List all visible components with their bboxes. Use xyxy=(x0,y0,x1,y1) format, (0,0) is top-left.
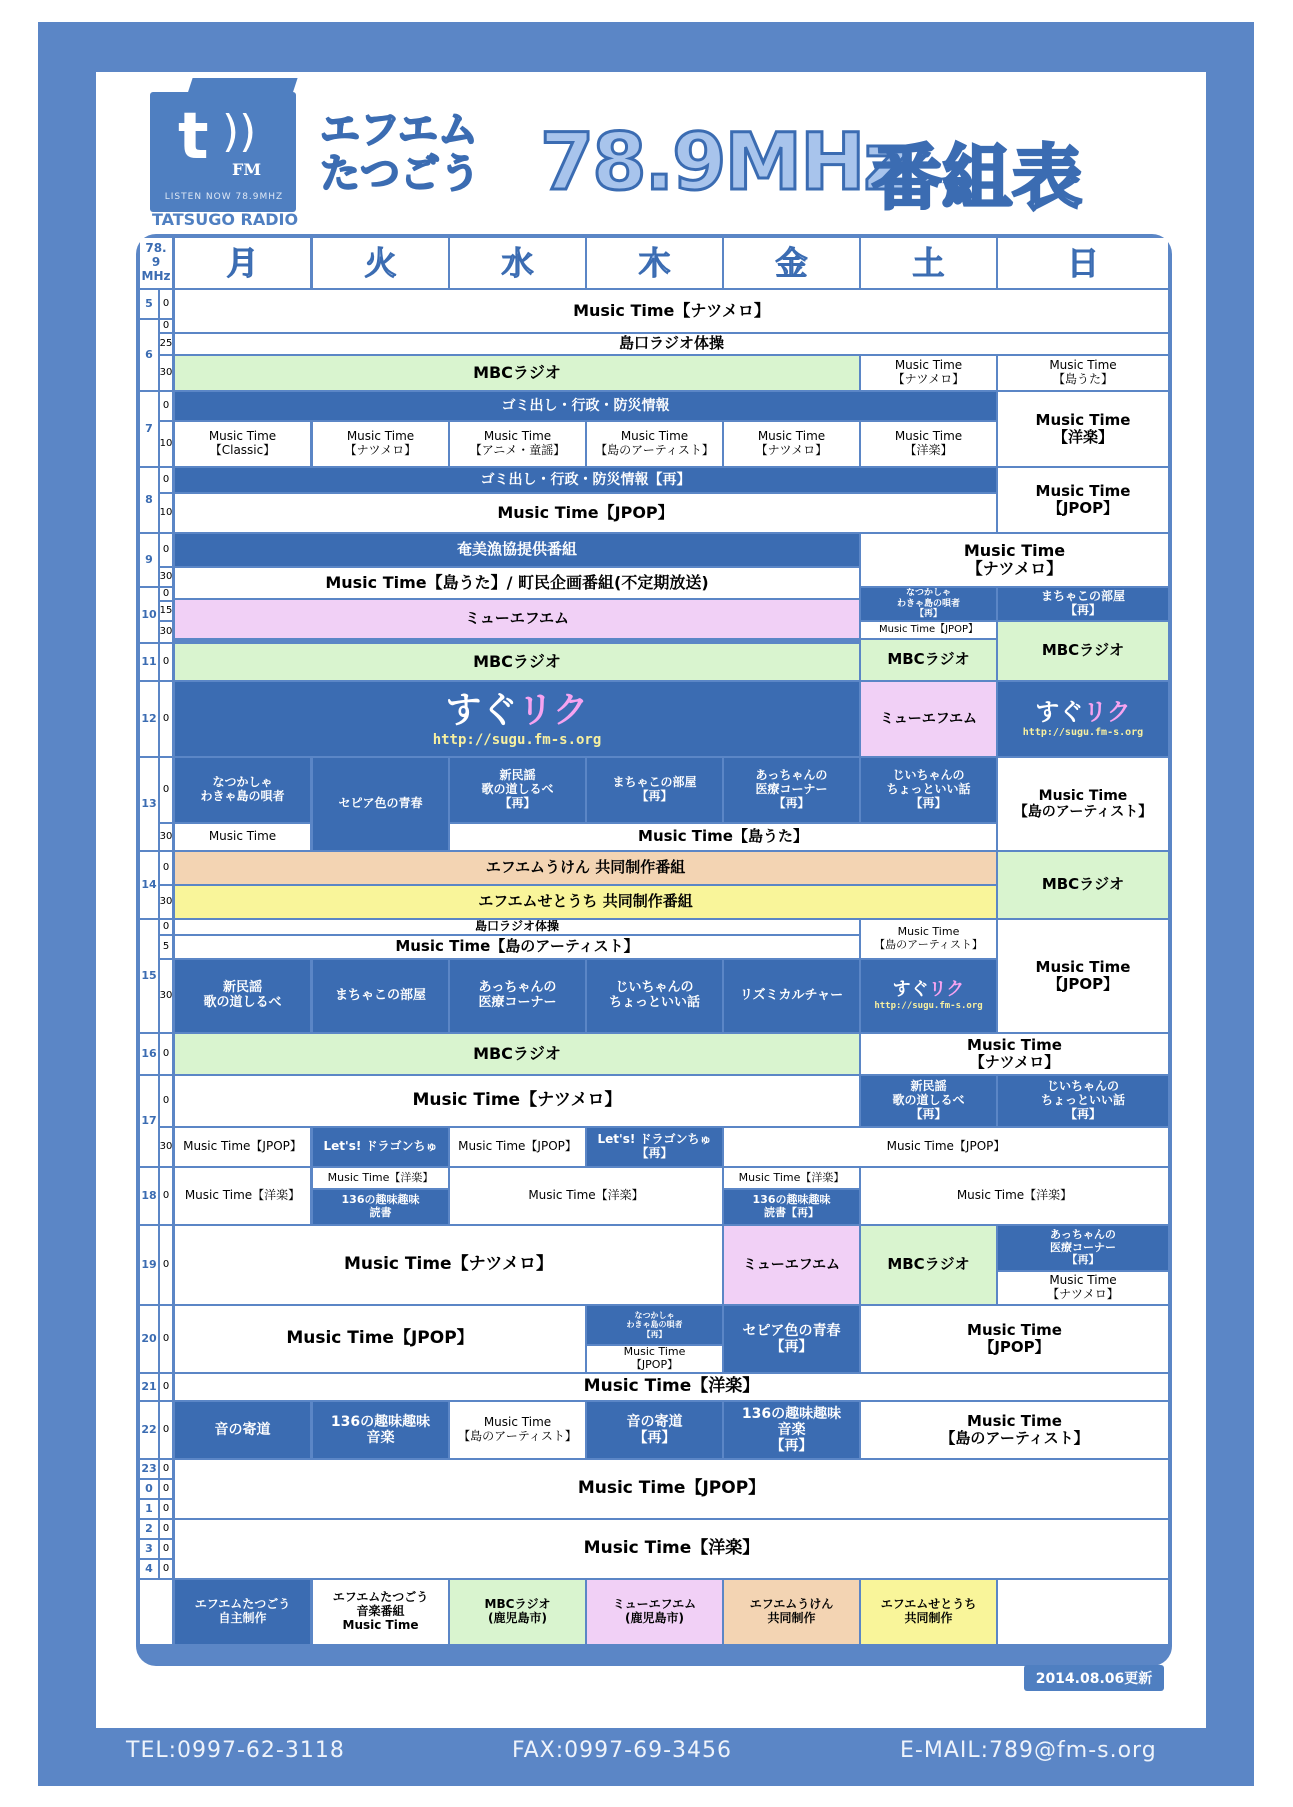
hour-label: 1 xyxy=(140,1500,158,1518)
minute-label: 0 xyxy=(160,1374,172,1400)
program-block[interactable]: Music Time 【ナツメロ】 xyxy=(313,422,448,466)
legend-mu-fm: ミューエフエム (鹿児島市) xyxy=(587,1580,722,1644)
program-block[interactable]: Music Time【洋楽】 xyxy=(313,1168,448,1188)
riku-text: リク xyxy=(517,690,589,732)
program-block[interactable]: Music Time【JPOP】 xyxy=(175,494,996,532)
hour-label: 14 xyxy=(140,852,158,918)
legend-mbc: MBCラジオ (鹿児島市) xyxy=(450,1580,585,1644)
program-block[interactable]: Music Time 【ナツメロ】 xyxy=(724,422,859,466)
program-block[interactable]: 136の趣味趣味 音楽 xyxy=(313,1402,448,1458)
program-block[interactable]: Music Time【JPOP】 xyxy=(861,622,996,638)
hour-label: 13 xyxy=(140,758,158,850)
program-block[interactable]: Music Time 【Classic】 xyxy=(175,422,310,466)
program-block[interactable]: MBCラジオ xyxy=(998,852,1168,918)
hour-label: 22 xyxy=(140,1402,158,1458)
program-block[interactable]: 島口ラジオ体操 xyxy=(175,920,859,934)
minute-label: 30 xyxy=(160,886,172,918)
sugu-text: すぐ xyxy=(445,690,518,732)
program-block[interactable]: 音の寄道 xyxy=(175,1402,310,1458)
program-block[interactable]: Music Time 【ナツメロ】 xyxy=(861,534,1168,586)
program-block[interactable]: なつかしゃ わきゃ島の唄者 【再】 xyxy=(587,1306,722,1344)
program-block-sugu-riku[interactable] xyxy=(175,682,859,756)
program-block[interactable]: Music Time 【島のアーティスト】 xyxy=(450,1402,585,1458)
program-block[interactable]: 新民謡 歌の道しるべ 【再】 xyxy=(861,1076,996,1126)
program-block[interactable]: Music Time xyxy=(175,824,310,850)
program-block[interactable]: Music Time 【JPOP】 xyxy=(861,1306,1168,1372)
station-title xyxy=(320,108,480,196)
hour-label: 8 xyxy=(140,468,158,532)
riku-text: リク xyxy=(1083,698,1131,727)
hour-label: 20 xyxy=(140,1306,158,1372)
day-header-wed: 水 xyxy=(450,238,585,288)
legend-setouchi: エフエムせとうち 共同制作 xyxy=(861,1580,996,1644)
minute-label: 0 xyxy=(160,588,172,600)
minute-label: 0 xyxy=(160,1520,172,1538)
schedule-title: 番組表 xyxy=(872,137,1082,219)
logo-station-name: TATSUGO RADIO xyxy=(151,210,299,229)
logo-letter: t xyxy=(178,100,209,174)
hour-label: 19 xyxy=(140,1226,158,1304)
minute-label: 0 xyxy=(160,1306,172,1372)
program-block[interactable]: Music Time【洋楽】 xyxy=(724,1168,859,1188)
minute-label: 30 xyxy=(160,960,172,1032)
program-block[interactable]: セピア色の青春 【再】 xyxy=(724,1306,859,1372)
footer-fax: FAX:0997-69-3456 xyxy=(512,1738,733,1763)
minute-label: 10 xyxy=(160,422,172,466)
hour-label: 7 xyxy=(140,392,158,466)
program-block[interactable]: Let's! ドラゴンちゅ 【再】 xyxy=(587,1128,722,1166)
program-block[interactable]: Music Time 【ナツメロ】 xyxy=(861,356,996,390)
minute-label: 0 xyxy=(160,1480,172,1498)
program-block[interactable]: まちゃこの部屋 【再】 xyxy=(998,588,1168,620)
program-block[interactable]: まちゃこの部屋 xyxy=(313,960,448,1032)
hour-label: 3 xyxy=(140,1540,158,1558)
program-block[interactable]: じいちゃんの ちょっといい話 xyxy=(587,960,722,1032)
program-block[interactable]: Music Time 【JPOP】 xyxy=(998,468,1168,532)
minute-label: 0 xyxy=(160,1540,172,1558)
program-block[interactable]: じいちゃんの ちょっといい話 【再】 xyxy=(861,758,996,822)
day-header-fri: 金 xyxy=(724,238,859,288)
minute-label: 0 xyxy=(160,1560,172,1578)
program-block[interactable]: MBCラジオ xyxy=(861,640,996,680)
program-block[interactable]: Music Time 【洋楽】 xyxy=(861,422,996,466)
program-block[interactable]: リズミカルチャー xyxy=(724,960,859,1032)
sugu-text: すぐ xyxy=(892,979,929,1001)
minute-label: 0 xyxy=(160,1226,172,1304)
program-block[interactable]: まちゃこの部屋 【再】 xyxy=(587,758,722,822)
program-block[interactable]: Music Time 【アニメ・童謡】 xyxy=(450,422,585,466)
program-block[interactable]: エフエムせとうち 共同制作番組 xyxy=(175,886,996,918)
program-block[interactable]: Music Time 【洋楽】 xyxy=(998,392,1168,466)
program-block[interactable]: Music Time 【ナツメロ】 xyxy=(861,1034,1168,1074)
minute-label: 0 xyxy=(160,682,172,756)
minute-label: 0 xyxy=(160,758,172,822)
minute-label: 30 xyxy=(160,824,172,850)
program-block[interactable]: 奄美漁協提供番組 xyxy=(175,534,859,566)
program-block[interactable]: 音の寄道 【再】 xyxy=(587,1402,722,1458)
program-block[interactable]: Music Time 【JPOP】 xyxy=(998,920,1168,1032)
program-block[interactable]: Music Time【洋楽】 xyxy=(450,1168,722,1224)
program-block[interactable]: Music Time【JPOP】 xyxy=(175,1306,585,1372)
hour-label: 21 xyxy=(140,1374,158,1400)
riku-text: リク xyxy=(928,979,965,1001)
frequency-title: 78.9MHz xyxy=(540,118,907,208)
minute-label: 0 xyxy=(160,1168,172,1224)
minute-label: 0 xyxy=(160,392,172,420)
station-title-line1: エフエム xyxy=(320,107,478,153)
program-block[interactable]: あっちゃんの 医療コーナー xyxy=(450,960,585,1032)
day-header-sun: 日 xyxy=(998,238,1168,288)
program-block[interactable]: Music Time【洋楽】 xyxy=(861,1168,1168,1224)
program-block-sugu-riku[interactable] xyxy=(861,960,996,1032)
program-block[interactable]: 136の趣味趣味 音楽 【再】 xyxy=(724,1402,859,1458)
program-block[interactable]: Music Time 【JPOP】 xyxy=(587,1346,722,1372)
program-block[interactable]: Music Time 【島のアーティスト】 xyxy=(861,1402,1168,1458)
program-block[interactable]: Music Time【ナツメロ】 xyxy=(175,1226,722,1304)
program-block[interactable]: Music Time【JPOP】 xyxy=(724,1128,1168,1166)
minute-label: 30 xyxy=(160,568,172,586)
hour-label: 10 xyxy=(140,588,158,642)
program-block-sugu-riku[interactable] xyxy=(998,682,1168,756)
program-block[interactable]: Let's! ドラゴンちゅ xyxy=(313,1128,448,1166)
minute-label: 0 xyxy=(160,1076,172,1126)
program-block[interactable]: Music Time【島うた】 xyxy=(450,824,996,850)
program-block[interactable]: MBCラジオ xyxy=(998,622,1168,680)
program-title xyxy=(1035,699,1131,727)
minute-label: 0 xyxy=(160,290,172,318)
program-block[interactable]: ゴミ出し・行政・防災情報 xyxy=(175,392,996,420)
program-block[interactable]: Music Time【洋楽】 xyxy=(175,1374,1168,1400)
program-block[interactable]: Music Time【洋楽】 xyxy=(175,1520,1168,1578)
logo-fm: FM xyxy=(232,160,262,179)
hour-label: 18 xyxy=(140,1168,158,1224)
schedule-grid xyxy=(136,234,1172,1666)
program-url[interactable]: http://sugu.fm-s.org xyxy=(432,731,602,748)
logo-tagline: LISTEN NOW 78.9MHZ xyxy=(164,192,284,202)
program-url[interactable]: http://sugu.fm-s.org xyxy=(1022,727,1144,739)
program-block[interactable]: 新民謡 歌の道しるべ xyxy=(175,960,310,1032)
program-block[interactable]: MBCラジオ xyxy=(861,1226,996,1304)
legend-spacer xyxy=(140,1580,172,1644)
minute-label: 5 xyxy=(160,936,172,958)
station-title-line2: たつごう xyxy=(320,151,480,197)
program-block[interactable]: エフエムうけん 共同制作番組 xyxy=(175,852,996,884)
minute-label: 0 xyxy=(160,534,172,566)
program-block[interactable]: セピア色の青春 xyxy=(313,758,448,850)
program-block[interactable]: MBCラジオ xyxy=(175,1034,859,1074)
program-block[interactable]: Music Time 【島のアーティスト】 xyxy=(998,758,1168,850)
program-block[interactable]: Music Time【JPOP】 xyxy=(450,1128,585,1166)
radio-waves-icon: )) xyxy=(222,106,257,157)
program-block[interactable]: Music Time【洋楽】 xyxy=(175,1168,310,1224)
minute-label: 30 xyxy=(160,1128,172,1166)
day-header-thu: 木 xyxy=(587,238,722,288)
program-block[interactable]: なつかしゃ わきゃ島の唄者 xyxy=(175,758,310,822)
minute-label: 30 xyxy=(160,356,172,390)
minute-label: 0 xyxy=(160,1500,172,1518)
program-block[interactable]: 島口ラジオ体操 xyxy=(175,334,1168,354)
hour-label: 5 xyxy=(140,290,158,318)
hour-label: 2 xyxy=(140,1520,158,1538)
hour-label: 23 xyxy=(140,1460,158,1478)
legend-self-production: エフエムたつごう 自主制作 xyxy=(175,1580,310,1644)
minute-label: 0 xyxy=(160,920,172,934)
program-block[interactable]: じいちゃんの ちょっといい話 【再】 xyxy=(998,1076,1168,1126)
sugu-text: すぐ xyxy=(1035,698,1084,727)
minute-label: 0 xyxy=(160,1402,172,1458)
footer-email[interactable]: E-MAIL:789@fm-s.org xyxy=(900,1738,1157,1763)
minute-label: 0 xyxy=(160,1460,172,1478)
program-block[interactable]: ミューエフエム xyxy=(724,1226,859,1304)
program-block[interactable]: ゴミ出し・行政・防災情報【再】 xyxy=(175,468,996,492)
program-title xyxy=(893,980,965,1001)
minute-label: 0 xyxy=(160,320,172,332)
minute-label: 0 xyxy=(160,644,172,680)
program-block[interactable]: 136の趣味趣味 読書 xyxy=(313,1190,448,1224)
program-block[interactable]: なつかしゃ わきゃ島の唄者 【再】 xyxy=(861,588,996,620)
day-header-tue: 火 xyxy=(313,238,448,288)
program-block[interactable]: Music Time【ナツメロ】 xyxy=(175,1076,859,1126)
hour-label: 4 xyxy=(140,1560,158,1578)
program-title xyxy=(445,690,588,731)
minute-label: 0 xyxy=(160,468,172,492)
hour-label: 16 xyxy=(140,1034,158,1074)
footer-tel: TEL:0997-62-3118 xyxy=(126,1738,345,1763)
program-block[interactable]: ミューエフエム xyxy=(861,682,996,756)
hour-label: 9 xyxy=(140,534,158,586)
frequency-corner: 78. 9 MHz xyxy=(140,238,172,288)
hour-label: 11 xyxy=(140,644,158,680)
program-block[interactable]: Music Time【JPOP】 xyxy=(175,1128,310,1166)
hour-label: 12 xyxy=(140,682,158,756)
program-block[interactable]: Music Time【島のアーティスト】 xyxy=(175,936,859,958)
program-block[interactable]: Music Time【ナツメロ】 xyxy=(175,290,1168,332)
program-block[interactable]: あっちゃんの 医療コーナー 【再】 xyxy=(724,758,859,822)
legend-spacer xyxy=(998,1580,1168,1644)
day-header-sat: 土 xyxy=(861,238,996,288)
minute-label: 0 xyxy=(160,852,172,884)
program-block[interactable]: Music Time 【島うた】 xyxy=(998,356,1168,390)
hour-label: 17 xyxy=(140,1076,158,1166)
program-block[interactable]: MBCラジオ xyxy=(175,356,859,390)
day-header-mon: 月 xyxy=(175,238,310,288)
legend-uken: エフエムうけん 共同制作 xyxy=(724,1580,859,1644)
program-block[interactable]: Music Time【島うた】/ 町民企画番組(不定期放送) xyxy=(175,568,859,598)
program-block[interactable]: Music Time【JPOP】 xyxy=(175,1460,1168,1518)
legend-music-time: エフエムたつごう 音楽番組 Music Time xyxy=(313,1580,448,1644)
program-block[interactable]: 136の趣味趣味 読書【再】 xyxy=(724,1190,859,1224)
hour-label: 15 xyxy=(140,920,158,1032)
program-block[interactable]: MBCラジオ xyxy=(175,644,859,680)
minute-label: 25 xyxy=(160,334,172,354)
minute-label: 10 xyxy=(160,494,172,532)
program-block[interactable]: あっちゃんの 医療コーナー 【再】 xyxy=(998,1226,1168,1270)
program-block[interactable]: 新民謡 歌の道しるべ 【再】 xyxy=(450,758,585,822)
minute-label: 0 xyxy=(160,1034,172,1074)
program-block[interactable]: Music Time 【島のアーティスト】 xyxy=(861,920,996,958)
program-url[interactable]: http://sugu.fm-s.org xyxy=(874,1001,983,1012)
minute-label: 15 xyxy=(160,602,172,620)
program-block[interactable]: Music Time 【ナツメロ】 xyxy=(998,1272,1168,1304)
hour-label: 0 xyxy=(140,1480,158,1498)
update-badge: 2014.08.06更新 xyxy=(1024,1665,1164,1691)
hour-label: 6 xyxy=(140,320,158,390)
minute-label: 30 xyxy=(160,622,172,642)
program-block[interactable]: ミューエフエム xyxy=(175,600,859,638)
program-block[interactable]: Music Time 【島のアーティスト】 xyxy=(587,422,722,466)
